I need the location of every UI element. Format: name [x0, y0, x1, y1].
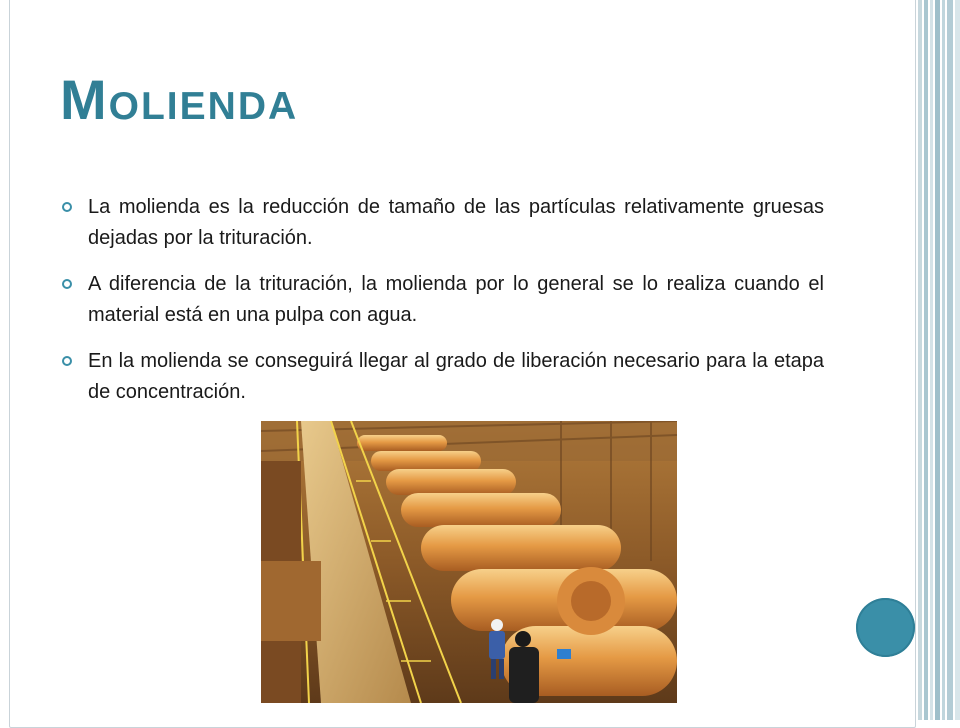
accent-circle: [856, 598, 915, 657]
bullet-circle-icon: [62, 279, 72, 289]
bullet-list: [62, 192, 824, 423]
slide-title: Molienda: [60, 68, 299, 131]
bullet-item: [62, 346, 824, 408]
decorative-stripes: [918, 0, 960, 720]
bullet-circle-icon: [62, 202, 72, 212]
bullet-item: [62, 269, 824, 331]
bullet-text: La molienda es la reducción de tamaño de las partículas relativamente gruesas dejadas por la trituración.: [88, 196, 824, 249]
bullet-text: En la molienda se conseguirá llegar al grado de liberación necesario para la etapa de concentración.: [88, 350, 824, 403]
grinding-mill-photo: [261, 421, 677, 703]
bullet-circle-icon: [62, 356, 72, 366]
bullet-item: [62, 192, 824, 254]
bullet-text: A diferencia de la trituración, la molienda por lo general se lo realiza cuando el material está en una pulpa con agua.: [88, 273, 824, 326]
